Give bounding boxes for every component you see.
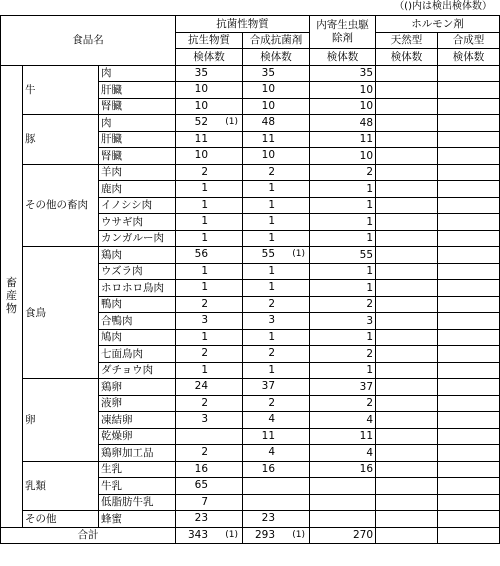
antibiotics-count: 65 <box>176 478 243 495</box>
synthetic-type-count <box>438 263 500 280</box>
antiparasitic-count: 16 <box>310 461 376 478</box>
table-row <box>1 461 500 478</box>
item-name: ウサギ肉 <box>99 214 176 231</box>
group-label: その他 <box>23 511 99 528</box>
total-row <box>1 527 500 544</box>
synthetic-count: 37 <box>243 379 310 396</box>
item-name: 肉 <box>99 115 176 132</box>
item-name: イノシシ肉 <box>99 197 176 214</box>
item-name: 肉 <box>99 65 176 82</box>
item-name: 低脂肪牛乳 <box>99 494 176 511</box>
synthetic-type-count <box>438 82 500 99</box>
antiparasitic-count: 2 <box>310 296 376 313</box>
header-antibiotics: 抗生物質 <box>176 32 243 49</box>
antibiotics-count: 1 <box>176 280 243 297</box>
antiparasitic-count: 1 <box>310 230 376 247</box>
antibiotics-count: 2 <box>176 445 243 462</box>
synthetic-count: 55 (1) <box>243 247 310 264</box>
synthetic-count: 11 <box>243 131 310 148</box>
antibiotics-count: 10 <box>176 148 243 165</box>
antibiotics-count: 23 <box>176 511 243 528</box>
natural-count <box>376 115 438 132</box>
item-name: 液卵 <box>99 395 176 412</box>
natural-count <box>376 445 438 462</box>
antibiotics-count: 2 <box>176 346 243 363</box>
synthetic-type-count <box>438 197 500 214</box>
synthetic-count: 10 <box>243 148 310 165</box>
natural-count <box>376 511 438 528</box>
natural-count <box>376 478 438 495</box>
synthetic-type-count <box>438 296 500 313</box>
antibiotics-count: 24 <box>176 379 243 396</box>
natural-count <box>376 131 438 148</box>
synthetic-type-count <box>438 478 500 495</box>
antibiotics-count: 2 <box>176 164 243 181</box>
antiparasitic-count: 2 <box>310 346 376 363</box>
header-antiparasitic: 内寄生虫駆除剤 <box>310 16 376 49</box>
antiparasitic-count: 11 <box>310 428 376 445</box>
antiparasitic-count <box>310 494 376 511</box>
total-synthetic-type <box>438 527 500 544</box>
synthetic-count: 35 <box>243 65 310 82</box>
header-count: 検体数 <box>243 49 310 66</box>
header-antibacterial: 抗菌性物質 <box>176 16 310 33</box>
natural-count <box>376 461 438 478</box>
antibiotics-count: 2 <box>176 296 243 313</box>
natural-count <box>376 197 438 214</box>
item-name: 鶏肉 <box>99 247 176 264</box>
antiparasitic-count: 2 <box>310 395 376 412</box>
item-name: カンガルー肉 <box>99 230 176 247</box>
synthetic-type-count <box>438 98 500 115</box>
synthetic-count: 23 <box>243 511 310 528</box>
group-label: 食鳥 <box>23 247 99 379</box>
synthetic-count: 10 <box>243 82 310 99</box>
antiparasitic-count: 1 <box>310 362 376 379</box>
item-name: 蜂蜜 <box>99 511 176 528</box>
item-name: ウズラ肉 <box>99 263 176 280</box>
synthetic-count: 4 <box>243 412 310 429</box>
synthetic-type-count <box>438 280 500 297</box>
table-body <box>1 65 500 527</box>
table-row <box>1 164 500 181</box>
antiparasitic-count: 10 <box>310 82 376 99</box>
antibiotics-count: 16 <box>176 461 243 478</box>
antiparasitic-count: 1 <box>310 329 376 346</box>
antibiotics-count: 1 <box>176 263 243 280</box>
synthetic-type-count <box>438 461 500 478</box>
synthetic-count: 3 <box>243 313 310 330</box>
synthetic-count: 2 <box>243 346 310 363</box>
table-row <box>1 379 500 396</box>
item-name: 鹿肉 <box>99 181 176 198</box>
synthetic-type-count <box>438 313 500 330</box>
natural-count <box>376 428 438 445</box>
synthetic-count: 1 <box>243 263 310 280</box>
total-label: 合計 <box>1 527 176 544</box>
antiparasitic-count <box>310 478 376 495</box>
antibiotics-count: 3 <box>176 313 243 330</box>
natural-count <box>376 362 438 379</box>
synthetic-count: 48 <box>243 115 310 132</box>
header-count: 検体数 <box>376 49 438 66</box>
natural-count <box>376 247 438 264</box>
antibiotics-count: 1 <box>176 230 243 247</box>
synthetic-count: 4 <box>243 445 310 462</box>
group-label: 乳類 <box>23 461 99 511</box>
item-name: ダチョウ肉 <box>99 362 176 379</box>
synthetic-count: 1 <box>243 362 310 379</box>
synthetic-count: 2 <box>243 164 310 181</box>
antibiotics-count: 35 <box>176 65 243 82</box>
synthetic-type-count <box>438 65 500 82</box>
antiparasitic-count: 10 <box>310 98 376 115</box>
synthetic-type-count <box>438 412 500 429</box>
group-label: 卵 <box>23 379 99 462</box>
synthetic-count: 10 <box>243 98 310 115</box>
antiparasitic-count: 1 <box>310 197 376 214</box>
antiparasitic-count: 3 <box>310 313 376 330</box>
item-name: 乾燥卵 <box>99 428 176 445</box>
header-food-name: 食品名 <box>1 16 176 66</box>
synthetic-type-count <box>438 511 500 528</box>
detection-note: （()内は検出検体数） <box>394 1 492 12</box>
antibiotics-count: 2 <box>176 395 243 412</box>
synthetic-count <box>243 478 310 495</box>
synthetic-count: 1 <box>243 197 310 214</box>
item-name: 七面鳥肉 <box>99 346 176 363</box>
synthetic-type-count <box>438 214 500 231</box>
antibiotics-count: 7 <box>176 494 243 511</box>
synthetic-count: 2 <box>243 395 310 412</box>
antiparasitic-count: 55 <box>310 247 376 264</box>
total-synthetic: 293 (1) <box>243 527 310 544</box>
natural-count <box>376 296 438 313</box>
synthetic-type-count <box>438 379 500 396</box>
natural-count <box>376 313 438 330</box>
synthetic-type-count <box>438 164 500 181</box>
synthetic-count: 11 <box>243 428 310 445</box>
antibiotics-count: 10 <box>176 98 243 115</box>
natural-count <box>376 263 438 280</box>
synthetic-type-count <box>438 230 500 247</box>
group-label: 豚 <box>23 115 99 165</box>
header-count: 検体数 <box>310 49 376 66</box>
antibiotics-count: 1 <box>176 197 243 214</box>
item-name: 肝臓 <box>99 131 176 148</box>
header-count: 検体数 <box>176 49 243 66</box>
antibiotics-count: 1 <box>176 329 243 346</box>
synthetic-count: 2 <box>243 296 310 313</box>
synthetic-type-count <box>438 115 500 132</box>
natural-count <box>376 329 438 346</box>
synthetic-type-count <box>438 148 500 165</box>
synthetic-type-count <box>438 131 500 148</box>
header-count: 検体数 <box>438 49 500 66</box>
total-antibiotics: 343 (1) <box>176 527 243 544</box>
item-name: 凍結卵 <box>99 412 176 429</box>
synthetic-type-count <box>438 329 500 346</box>
table-row <box>1 511 500 528</box>
group-label: 牛 <box>23 65 99 115</box>
antibiotics-count: 11 <box>176 131 243 148</box>
natural-count <box>376 214 438 231</box>
antiparasitic-count: 1 <box>310 263 376 280</box>
natural-count <box>376 98 438 115</box>
antibiotics-count: 1 <box>176 181 243 198</box>
item-name: 鶏卵加工品 <box>99 445 176 462</box>
antibiotics-count: 1 <box>176 362 243 379</box>
antiparasitic-count: 4 <box>310 412 376 429</box>
natural-count <box>376 65 438 82</box>
antiparasitic-count: 11 <box>310 131 376 148</box>
item-name: 肝臓 <box>99 82 176 99</box>
synthetic-type-count <box>438 247 500 264</box>
total-antiparasitic: 270 <box>310 527 376 544</box>
header-synthetic-type: 合成型 <box>438 32 500 49</box>
item-name: 生乳 <box>99 461 176 478</box>
natural-count <box>376 346 438 363</box>
natural-count <box>376 181 438 198</box>
synthetic-type-count <box>438 428 500 445</box>
antibiotics-count: 3 <box>176 412 243 429</box>
antibiotics-count: 56 <box>176 247 243 264</box>
synthetic-type-count <box>438 181 500 198</box>
antiparasitic-count: 10 <box>310 148 376 165</box>
synthetic-count: 1 <box>243 280 310 297</box>
total-natural <box>376 527 438 544</box>
table-row <box>1 115 500 132</box>
synthetic-count: 1 <box>243 230 310 247</box>
antiparasitic-count: 1 <box>310 280 376 297</box>
synthetic-type-count <box>438 445 500 462</box>
synthetic-count: 1 <box>243 329 310 346</box>
antiparasitic-count: 1 <box>310 214 376 231</box>
natural-count <box>376 494 438 511</box>
item-name: 腎臓 <box>99 98 176 115</box>
natural-count <box>376 148 438 165</box>
item-name: 腎臓 <box>99 148 176 165</box>
category-label: 畜産物 <box>1 65 23 527</box>
antiparasitic-count <box>310 511 376 528</box>
item-name: 合鴨肉 <box>99 313 176 330</box>
header-synthetic: 合成抗菌剤 <box>243 32 310 49</box>
synthetic-type-count <box>438 494 500 511</box>
synthetic-count: 1 <box>243 181 310 198</box>
table-row <box>1 65 500 82</box>
synthetic-type-count <box>438 346 500 363</box>
table-row <box>1 247 500 264</box>
antibiotics-count: 10 <box>176 82 243 99</box>
antibiotics-count: 1 <box>176 214 243 231</box>
item-name: ホロホロ鳥肉 <box>99 280 176 297</box>
synthetic-count: 1 <box>243 214 310 231</box>
antiparasitic-count: 4 <box>310 445 376 462</box>
natural-count <box>376 395 438 412</box>
natural-count <box>376 412 438 429</box>
antibiotics-count: 52 (1) <box>176 115 243 132</box>
natural-count <box>376 230 438 247</box>
antibiotics-count <box>176 428 243 445</box>
inspection-table <box>0 15 500 544</box>
item-name: 羊肉 <box>99 164 176 181</box>
natural-count <box>376 82 438 99</box>
synthetic-count: 16 <box>243 461 310 478</box>
item-name: 鶏卵 <box>99 379 176 396</box>
item-name: 牛乳 <box>99 478 176 495</box>
group-label: その他の畜肉 <box>23 164 99 247</box>
antiparasitic-count: 37 <box>310 379 376 396</box>
item-name: 鴨肉 <box>99 296 176 313</box>
antiparasitic-count: 35 <box>310 65 376 82</box>
antiparasitic-count: 1 <box>310 181 376 198</box>
natural-count <box>376 280 438 297</box>
synthetic-count <box>243 494 310 511</box>
synthetic-type-count <box>438 362 500 379</box>
item-name: 鳩肉 <box>99 329 176 346</box>
header-natural: 天然型 <box>376 32 438 49</box>
antiparasitic-count: 48 <box>310 115 376 132</box>
synthetic-type-count <box>438 395 500 412</box>
header-hormone: ホルモン剤 <box>376 16 500 33</box>
natural-count <box>376 164 438 181</box>
antiparasitic-count: 2 <box>310 164 376 181</box>
natural-count <box>376 379 438 396</box>
